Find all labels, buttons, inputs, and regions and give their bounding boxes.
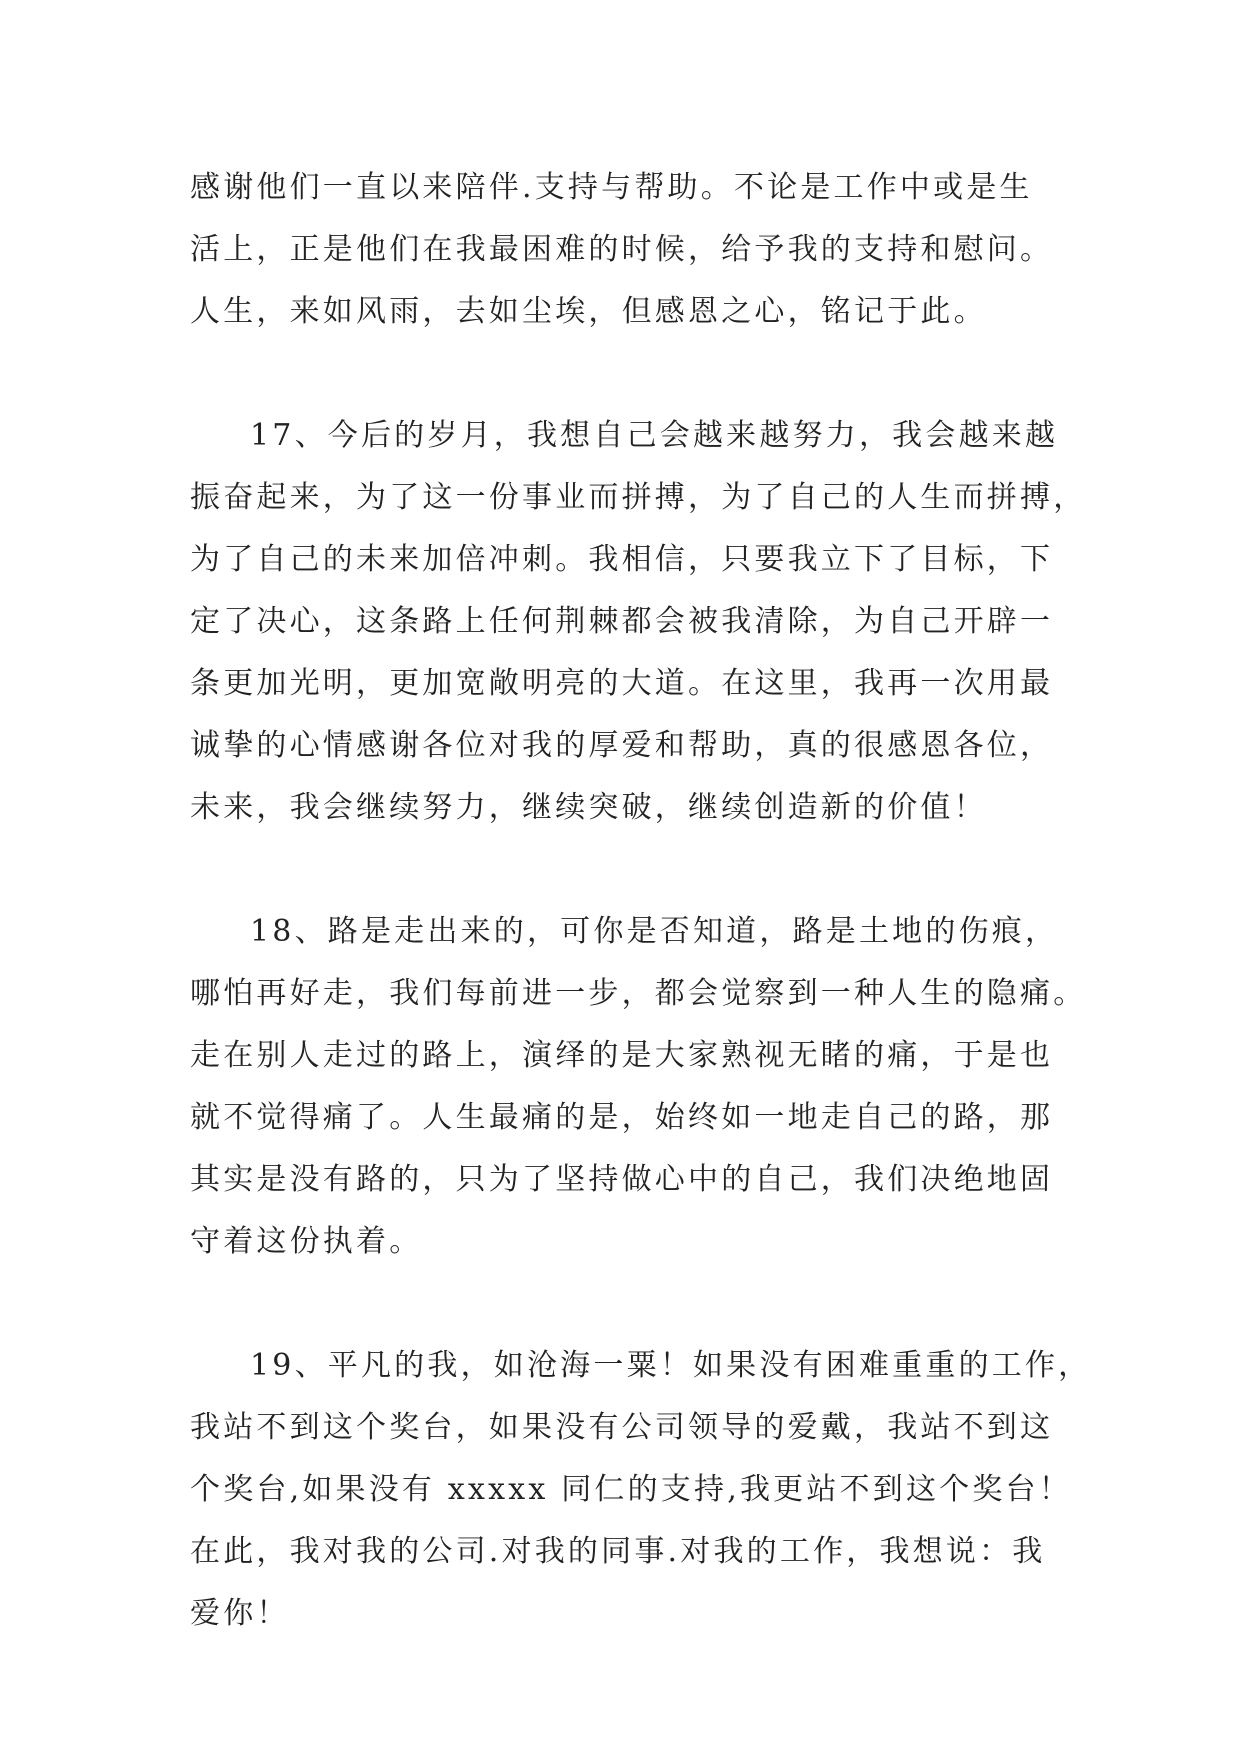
- paragraph-19: [190, 1335, 1092, 1645]
- paragraph-17: [190, 405, 1087, 839]
- paragraph-spacer: [190, 343, 1050, 405]
- text-line: 未来，我会继续努力，继续突破，继续创造新的价值！: [190, 790, 987, 825]
- text-line: 爱你！: [190, 1596, 290, 1631]
- text-line: 守着这份执着。: [190, 1224, 423, 1259]
- paragraph-spacer: [190, 1273, 1050, 1335]
- text-line: 17、今后的岁月，我想自己会越来越努力，我会越来越: [250, 418, 1059, 453]
- text-line: 诚挚的心情感谢各位对我的厚爱和帮助，真的很感恩各位，: [190, 728, 1054, 763]
- paragraph-18: [190, 901, 1087, 1273]
- text-line: 哪怕再好走，我们每前进一步，都会觉察到一种人生的隐痛。: [190, 976, 1087, 1011]
- text-line: 其实是没有路的，只为了坚持做心中的自己，我们决绝地固: [190, 1162, 1054, 1197]
- text-line: 条更加光明，更加宽敞明亮的大道。在这里，我再一次用最: [190, 666, 1054, 701]
- paragraph-spacer: [190, 839, 1050, 901]
- text-line: 走在别人走过的路上，演绎的是大家熟视无睹的痛，于是也: [190, 1038, 1054, 1073]
- text-line: 个奖台,如果没有 xxxxx 同仁的支持,我更站不到这个奖台！: [190, 1472, 1072, 1507]
- text-line: 感谢他们一直以来陪伴.支持与帮助。不论是工作中或是生: [190, 170, 1033, 205]
- text-line: 振奋起来，为了这一份事业而拼搏，为了自己的人生而拼搏，: [190, 480, 1087, 515]
- text-line: 我站不到这个奖台，如果没有公司领导的爱戴，我站不到这: [190, 1410, 1054, 1445]
- text-line: 就不觉得痛了。人生最痛的是，始终如一地走自己的路，那: [190, 1100, 1054, 1135]
- text-line: 定了决心，这条路上任何荆棘都会被我清除，为自己开辟一: [190, 604, 1054, 639]
- text-line: 活上，正是他们在我最困难的时候，给予我的支持和慰问。: [190, 232, 1054, 267]
- paragraph-gratitude: [190, 157, 1054, 343]
- document-body: [190, 157, 1092, 1645]
- text-line: 为了自己的未来加倍冲刺。我相信，只要我立下了目标，下: [190, 542, 1054, 577]
- text-line: 18、路是走出来的，可你是否知道，路是土地的伤痕，: [250, 914, 1059, 949]
- text-line: 人生，来如风雨，去如尘埃，但感恩之心，铭记于此。: [190, 294, 987, 329]
- text-line: 19、平凡的我，如沧海一粟！如果没有困难重重的工作，: [250, 1348, 1092, 1383]
- text-line: 在此，我对我的公司.对我的同事.对我的工作，我想说：我: [190, 1534, 1046, 1569]
